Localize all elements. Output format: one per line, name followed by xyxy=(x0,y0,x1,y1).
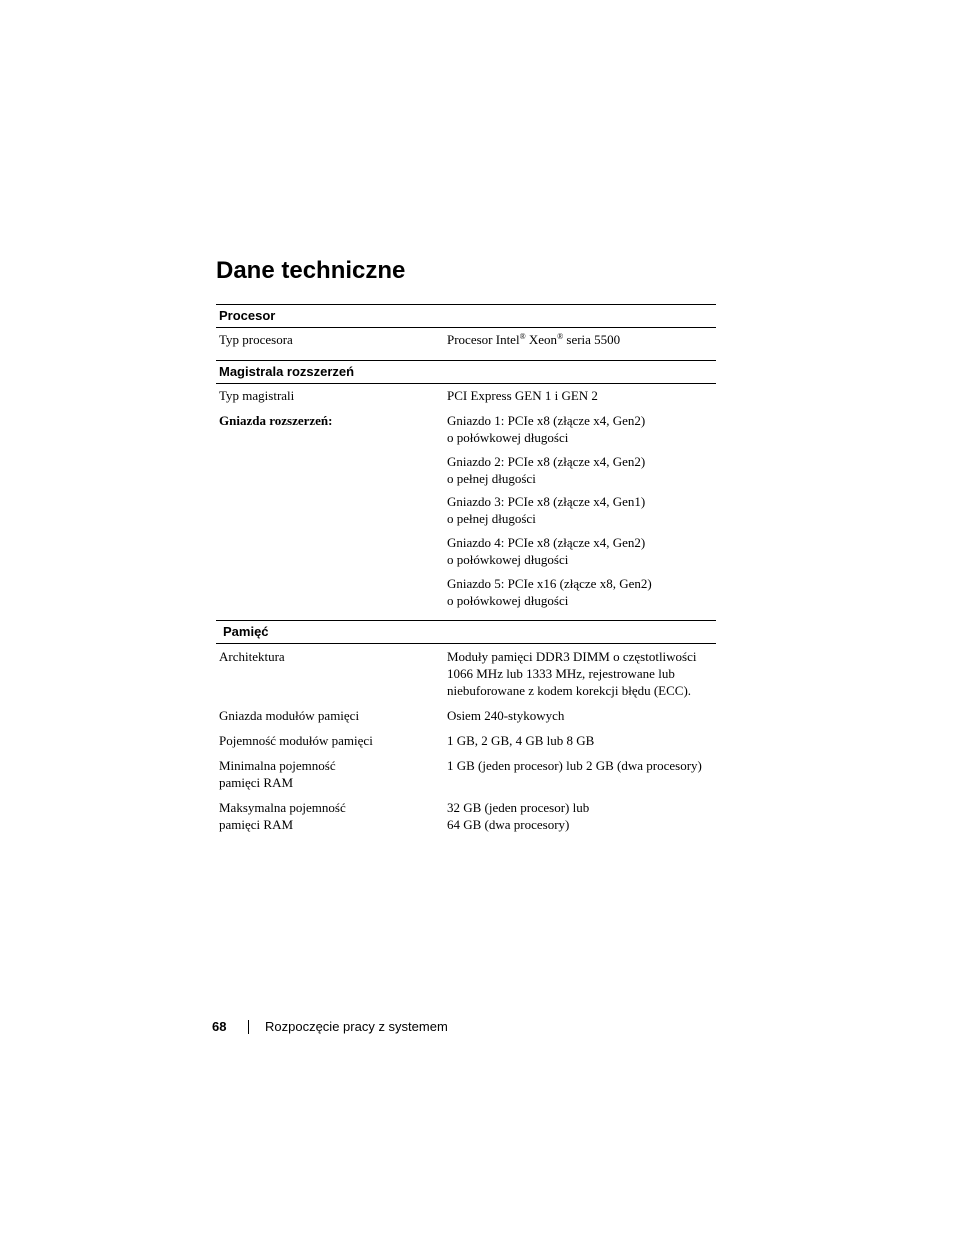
slot-line: Gniazdo 1: PCIe x8 (złącze x4, Gen2) xyxy=(447,413,646,428)
section-heading xyxy=(216,304,716,328)
spec-label-memory-slots: Gniazda modułów pamięci xyxy=(219,708,360,723)
slot-line: o pełnej długości xyxy=(447,511,536,526)
section-memory xyxy=(216,620,716,644)
spec-label-max-ram xyxy=(219,799,346,833)
slot-line: Gniazdo 5: PCIe x16 (złącze x8, Gen2) xyxy=(447,576,652,591)
slot-line: o połówkowej długości xyxy=(447,593,569,608)
spec-label-expansion-slots: Gniazda rozszerzeń: xyxy=(219,413,333,428)
slot-entry-5 xyxy=(447,575,652,609)
slot-entry-2 xyxy=(447,453,645,487)
value-line: 1066 MHz lub 1333 MHz, rejestrowane lub xyxy=(447,666,675,681)
spec-value-bus-type: PCI Express GEN 1 i GEN 2 xyxy=(447,388,598,403)
page-number: 68 xyxy=(212,1019,227,1034)
registered-mark: ® xyxy=(557,332,564,341)
slot-line: o połówkowej długości xyxy=(447,430,569,445)
spec-value-processor-type: Procesor Intel® Xeon® seria 5500 xyxy=(447,332,621,347)
value-line: 32 GB (jeden procesor) lub xyxy=(447,800,590,815)
spec-value-max-ram xyxy=(447,799,589,833)
registered-mark: ® xyxy=(519,332,526,341)
value-line: 64 GB (dwa procesory) xyxy=(447,817,570,832)
chapter-title: Rozpoczęcie pracy z systemem xyxy=(265,1019,448,1034)
section-heading xyxy=(216,360,716,384)
section-heading-label: Magistrala rozszerzeń xyxy=(219,364,355,379)
spec-label-min-ram xyxy=(219,757,336,791)
spec-label-processor-type: Typ procesora xyxy=(219,332,293,347)
spec-value-module-capacity: 1 GB, 2 GB, 4 GB lub 8 GB xyxy=(447,733,595,748)
slot-entry-3 xyxy=(447,493,645,527)
slot-line: o pełnej długości xyxy=(447,471,536,486)
label-line: Minimalna pojemność xyxy=(219,758,336,773)
slot-line: Gniazdo 4: PCIe x8 (złącze x4, Gen2) xyxy=(447,535,646,550)
section-heading-label: Procesor xyxy=(219,308,276,323)
section-processor xyxy=(216,304,716,328)
value-line: Moduły pamięci DDR3 DIMM o częstotliwości xyxy=(447,649,697,664)
section-heading-label: Pamięć xyxy=(223,624,269,639)
slot-line: o połówkowej długości xyxy=(447,552,569,567)
label-line: Maksymalna pojemność xyxy=(219,800,346,815)
slot-line: Gniazdo 2: PCIe x8 (złącze x4, Gen2) xyxy=(447,454,646,469)
section-expansion-bus xyxy=(216,360,716,384)
spec-value-architecture xyxy=(447,648,697,699)
spec-value-memory-slots: Osiem 240-stykowych xyxy=(447,708,565,723)
footer-divider xyxy=(248,1020,249,1034)
section-heading xyxy=(216,620,716,644)
slot-entry-4 xyxy=(447,534,645,568)
spec-value-min-ram: 1 GB (jeden procesor) lub 2 GB (dwa procesory) xyxy=(447,758,702,773)
slot-entry-1 xyxy=(447,412,645,446)
label-line: pamięci RAM xyxy=(219,775,294,790)
value-line: niebuforowane z kodem korekcji błędu (ECC). xyxy=(447,683,692,698)
slot-line: Gniazdo 3: PCIe x8 (złącze x4, Gen1) xyxy=(447,494,646,509)
label-line: pamięci RAM xyxy=(219,817,294,832)
spec-label-bus-type: Typ magistrali xyxy=(219,388,295,403)
spec-label-module-capacity: Pojemność modułów pamięci xyxy=(219,733,373,748)
page-title: Dane techniczne xyxy=(216,257,406,284)
spec-label-architecture: Architektura xyxy=(219,649,285,664)
